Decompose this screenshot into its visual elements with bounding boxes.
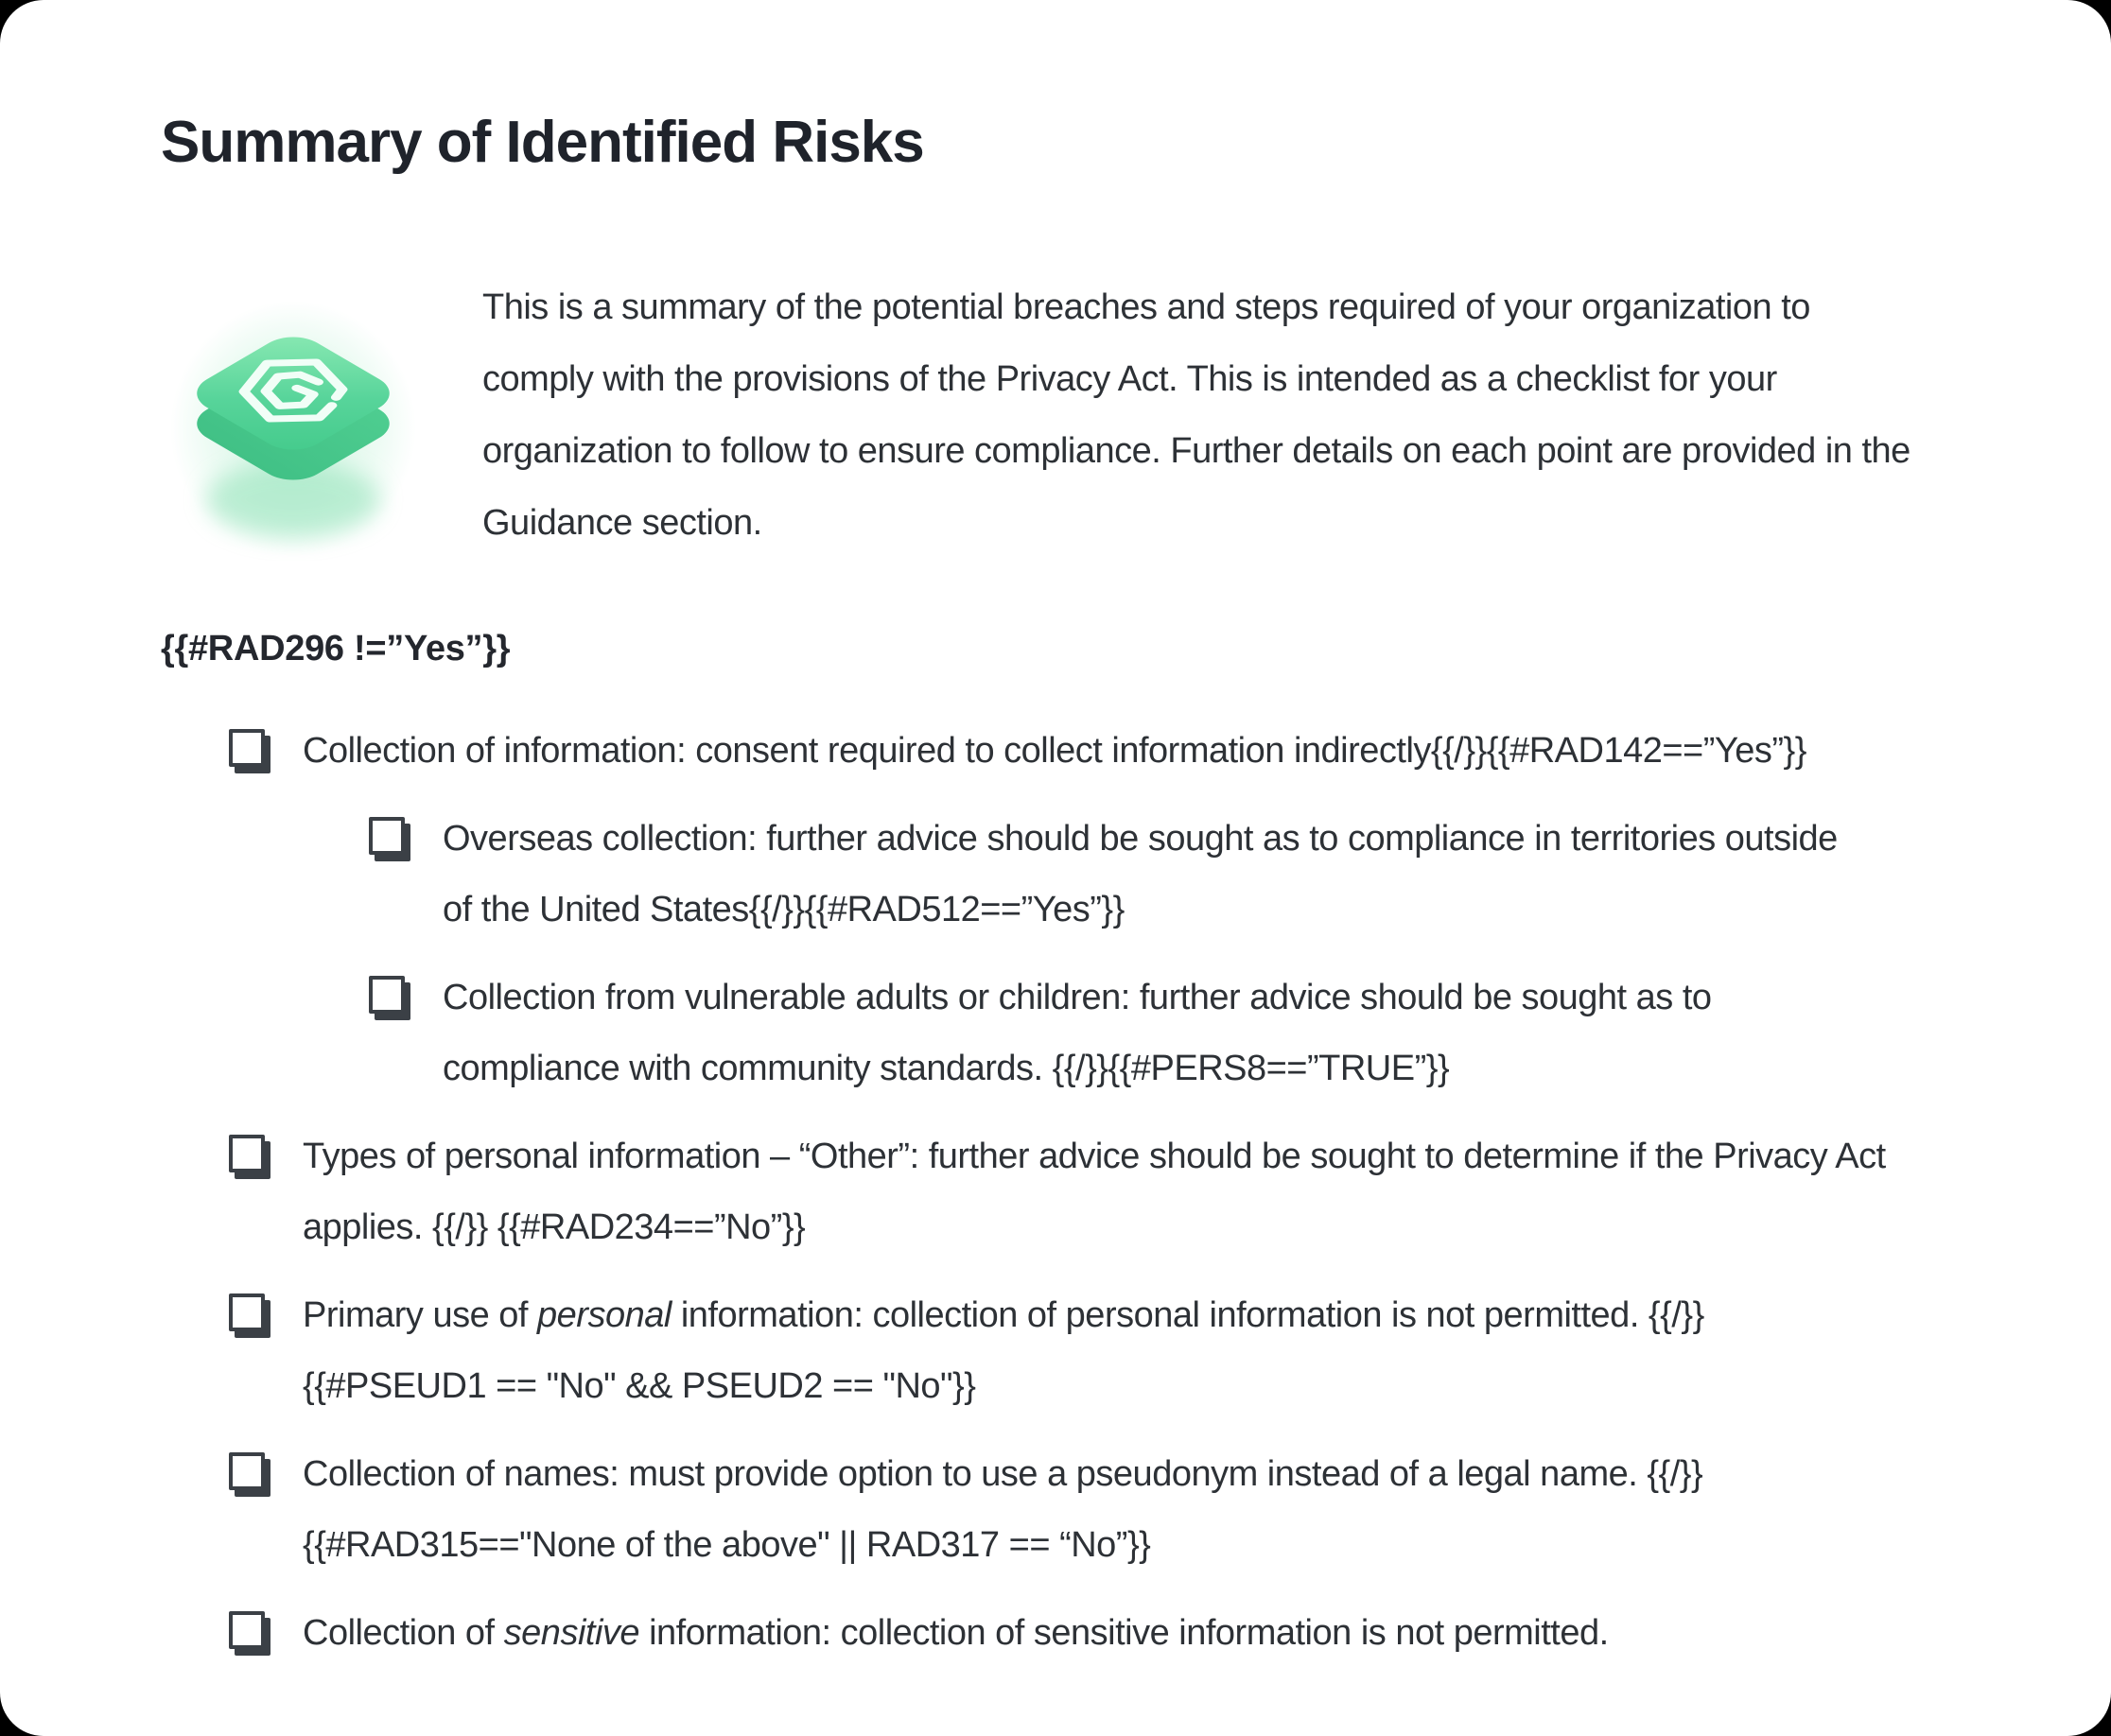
checkbox-icon bbox=[229, 1135, 265, 1172]
text-segment: information: collection of personal information is not permitted. {{/}} {{#PSEUD1 == "No" && PSEUD2 == "No"}} bbox=[303, 1295, 1704, 1406]
checkbox-icon bbox=[229, 1611, 265, 1649]
text-segment-italic: sensitive bbox=[503, 1613, 640, 1653]
checklist-subitem bbox=[161, 963, 1950, 1104]
checkbox-icon bbox=[229, 1293, 265, 1331]
checklist-item-text: Collection from vulnerable adults or children: further advice should be sought as to compliance with community standards. {{/}}{{#PERS8==”TRUE”}} bbox=[443, 978, 1712, 1088]
checklist-item-text: Types of personal information – “Other”: further advice should be sought to determine if the Privacy Act applies. {{/}} {{#RAD234==”No”}} bbox=[303, 1137, 1886, 1247]
checklist-item bbox=[161, 1280, 1950, 1422]
checklist-item bbox=[161, 1598, 1950, 1669]
checklist-item-text bbox=[303, 1598, 1609, 1669]
condition-heading: {{#RAD296 !=”Yes”}} bbox=[161, 629, 511, 668]
checklist-item-text: Collection of names: must provide option to use a pseudonym instead of a legal name. {{/}}{{#RAD315=="None of the above" || RAD317 == “No”}} bbox=[303, 1454, 1703, 1565]
text-segment-italic: personal bbox=[537, 1295, 672, 1335]
green-cube-icon bbox=[170, 296, 416, 561]
checkbox-icon bbox=[369, 817, 405, 855]
checklist-item-text: Collection of information: consent required to collect information indirectly{{/}}{{#RAD142==”Yes”}} bbox=[303, 731, 1806, 771]
brand-icon bbox=[161, 269, 482, 572]
intro-text: This is a summary of the potential breaches and steps required of your organization to comply with the provisions of the Privacy Act. This is intended as a checklist for your organization to follow to ensure compliance. Further details on each point are provided in the Guidance section. bbox=[482, 287, 1910, 543]
checklist-item bbox=[161, 1439, 1950, 1581]
checkbox-icon bbox=[229, 1452, 265, 1490]
intro-callout bbox=[161, 269, 1950, 572]
text-segment: Collection of bbox=[303, 1613, 504, 1653]
checklist-item-text: Overseas collection: further advice should be sought as to compliance in territories outside of the United States{{/}}{{#RAD512==”Yes”}} bbox=[443, 819, 1838, 929]
checklist-item-text bbox=[303, 1280, 1892, 1422]
checklist-item bbox=[161, 1121, 1950, 1263]
text-segment: Primary use of bbox=[303, 1295, 538, 1335]
text-segment: information: collection of sensitive information is not permitted. bbox=[639, 1613, 1609, 1653]
checkbox-icon bbox=[229, 729, 265, 767]
checklist-item bbox=[161, 716, 1950, 787]
checklist-subitem bbox=[161, 804, 1950, 946]
page-title: Summary of Identified Risks bbox=[161, 110, 924, 175]
checkbox-icon bbox=[369, 976, 405, 1014]
checklist bbox=[161, 716, 1950, 1669]
